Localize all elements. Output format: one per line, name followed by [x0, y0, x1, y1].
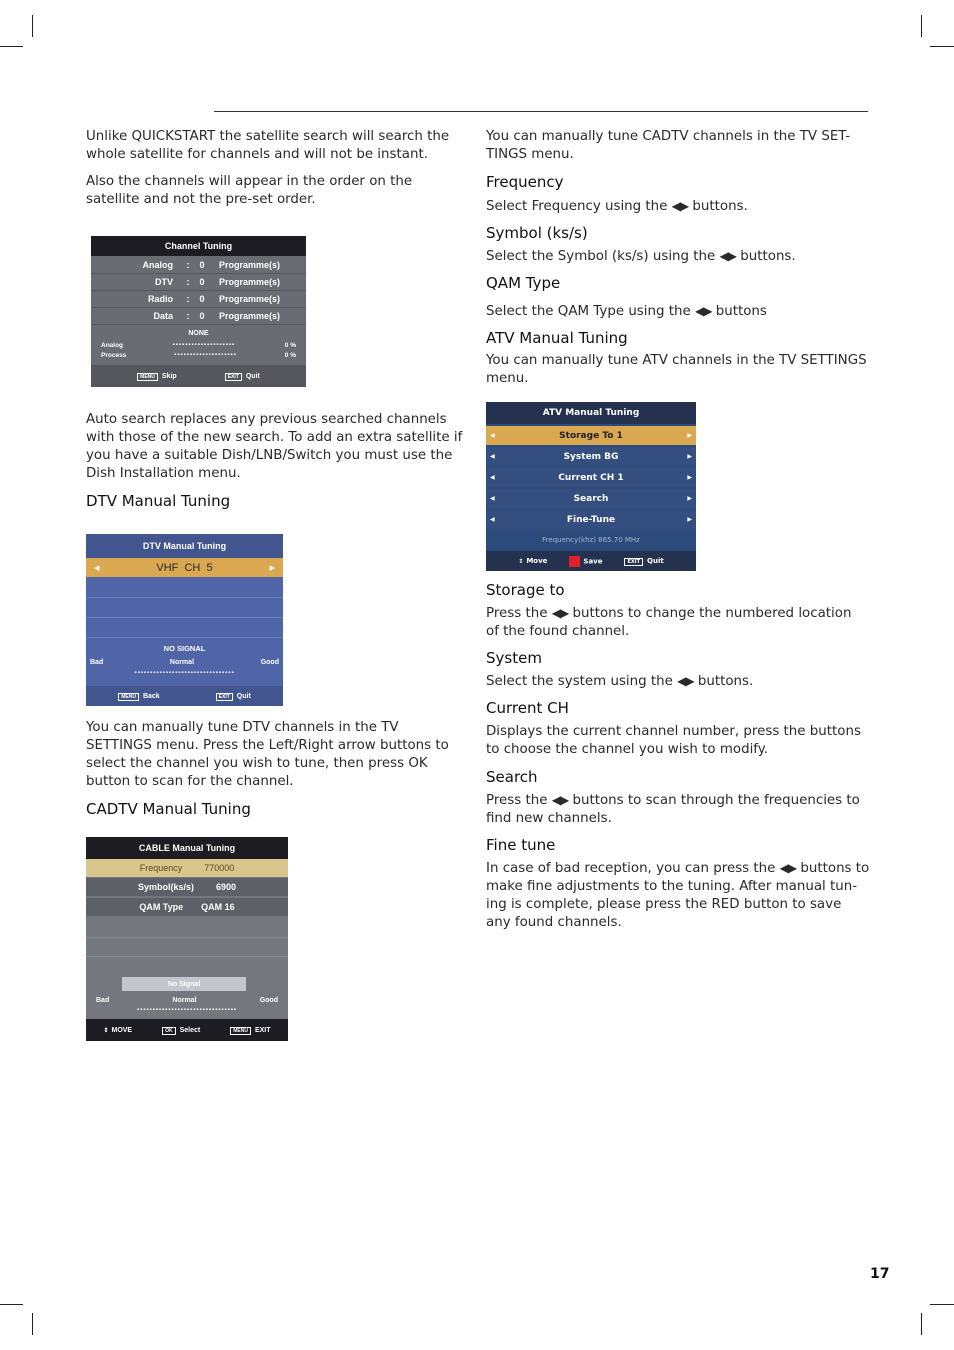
system-text: Select the system using the ◀▶ buttons. — [486, 674, 754, 689]
good-label: Good — [260, 658, 279, 666]
crop-mark — [32, 15, 33, 37]
analog-progress-bar: ▪▪▪▪▪▪▪▪▪▪▪▪▪▪▪▪▪▪▪▪ — [172, 342, 236, 348]
exit-key-icon: EXIT — [225, 373, 242, 381]
dtv-title: DTV Manual Tuning — [142, 541, 227, 551]
bad-label: Bad — [90, 658, 104, 666]
quit-hint — [624, 557, 663, 565]
crop-mark — [921, 1313, 922, 1335]
right-arrow-icon: ▶ — [269, 564, 275, 572]
atv-row-current-ch — [486, 468, 696, 487]
crop-mark — [0, 46, 23, 47]
bad-label: Bad — [96, 996, 110, 1004]
qam-value: QAM 16 — [201, 902, 235, 912]
quit-label: Quit — [245, 372, 260, 380]
signal-strength-bar: ▪▪▪▪▪▪▪▪▪▪▪▪▪▪▪▪▪▪▪▪▪▪▪▪▪▪▪▪▪▪▪▪ — [136, 1007, 238, 1013]
cable-signal-labels — [86, 995, 288, 1005]
channel-tuning-row — [91, 307, 306, 325]
dtv-manual-tuning-screenshot — [86, 534, 283, 706]
frequency-readout: Frequency(khz) 865.70 MHz — [542, 536, 640, 544]
storage-text: Press the ◀▶ buttons to change the numbered location of the found channel. — [486, 606, 852, 639]
channel-tuning-none — [91, 326, 306, 340]
normal-label: Normal — [169, 658, 195, 666]
row-unit: Programme(s) — [219, 310, 281, 321]
dtv-title-bar — [86, 534, 283, 558]
heading-system: System — [486, 649, 542, 667]
row-value: 0 — [199, 293, 205, 304]
search-value: Search — [573, 493, 609, 504]
heading-current-ch: Current CH — [486, 699, 569, 717]
left-arrow-icon: ◀ — [490, 516, 495, 523]
exit-key-icon: EXIT — [624, 558, 643, 566]
exit-key-icon: EXIT — [216, 693, 233, 701]
skip-label: Skip — [161, 372, 177, 380]
save-hint — [569, 556, 602, 567]
dtv-channel-value: VHF CH 5 — [156, 561, 213, 574]
right-arrow-icon: ▶ — [687, 453, 692, 460]
dtv-divider — [86, 597, 283, 598]
system-value: System BG — [563, 451, 619, 462]
header-rule — [214, 111, 868, 112]
fine-tune-text: In case of bad reception, you can press the ◀▶ buttons to make fine adjustments to the tuning. After manual tun-ing is complete, please press the RED button to save any found channels. — [486, 861, 870, 930]
atv-row-search — [486, 489, 696, 508]
storage-to-value: Storage To 1 — [559, 430, 623, 441]
frequency-label: Frequency — [139, 863, 183, 873]
dtv-no-signal — [86, 642, 283, 654]
left-arrow-icon: ◀ — [490, 453, 495, 460]
atv-manual-tuning-screenshot — [486, 402, 696, 571]
red-button-icon — [569, 556, 580, 567]
left-right-arrows-icon: ◀▶ — [695, 304, 712, 318]
atv-title-bar — [486, 402, 696, 424]
left-paragraph-3: Auto search replaces any previous searched channels with those of the new search. To add an extra satellite if you have a suitable Dish/LNB/Switch you must use the Dish Installation menu. — [86, 412, 463, 481]
exit-label: EXIT — [254, 1026, 271, 1034]
channel-tuning-row — [91, 290, 306, 308]
left-paragraph-2: Also the channels will appear in the order on the satellite and not the pre-set order. — [86, 174, 413, 207]
heading-symbol: Symbol (ks/s) — [486, 224, 588, 242]
analog-progress-label: Analog — [101, 341, 124, 349]
analog-progress-percent: 0 % — [284, 341, 296, 349]
quit-hint — [225, 373, 260, 380]
move-hint — [103, 1027, 132, 1034]
frequency-value: 770000 — [204, 863, 235, 873]
qam-text: Select the QAM Type using the ◀▶ buttons — [486, 304, 767, 319]
left-right-arrows-icon: ◀▶ — [779, 861, 797, 875]
menu-key-icon: MENU — [230, 1027, 251, 1035]
row-unit: Programme(s) — [219, 293, 281, 304]
process-progress-label: Process — [101, 351, 127, 359]
menu-key-icon: MENU — [118, 693, 139, 701]
symbol-label: Symbol(ks/s) — [137, 882, 194, 892]
heading-dtv-manual-tuning: DTV Manual Tuning — [86, 492, 231, 510]
row-unit: Programme(s) — [219, 276, 281, 287]
atv-row-storage — [486, 426, 696, 445]
menu-key-icon: MENU — [137, 373, 158, 381]
cable-row-qam — [86, 898, 288, 916]
left-arrow-icon: ◀ — [490, 495, 495, 502]
cable-manual-tuning-screenshot — [86, 837, 288, 1041]
crop-mark — [0, 1304, 23, 1305]
heading-storage-to: Storage to — [486, 581, 565, 599]
up-down-arrow-icon: ⇕ — [518, 558, 524, 565]
save-label: Save — [583, 557, 603, 565]
channel-tuning-title-bar — [91, 236, 306, 256]
quit-label: Quit — [647, 557, 664, 565]
channel-tuning-row — [91, 273, 306, 291]
cable-title: CABLE Manual Tuning — [138, 843, 236, 853]
row-unit: Programme(s) — [219, 259, 281, 270]
cable-divider — [86, 937, 288, 938]
back-label: Back — [142, 692, 160, 700]
channel-tuning-row — [91, 256, 306, 274]
row-label: Radio — [147, 293, 173, 304]
row-colon: : — [186, 310, 190, 321]
left-right-arrows-icon: ◀▶ — [671, 199, 689, 213]
qam-label: QAM Type — [139, 902, 184, 912]
select-label: Select — [179, 1026, 201, 1034]
heading-qam-type: QAM Type — [486, 274, 561, 292]
process-progress-percent: 0 % — [284, 351, 296, 359]
heading-cadtv-manual-tuning: CADTV Manual Tuning — [86, 800, 251, 818]
quit-label: Quit — [236, 692, 251, 700]
symbol-text: Select the Symbol (ks/s) using the ◀▶ buttons. — [486, 249, 796, 264]
move-label: MOVE — [111, 1026, 133, 1034]
good-label: Good — [259, 996, 278, 1004]
atv-title: ATV Manual Tuning — [542, 408, 640, 418]
right-arrow-icon: ▶ — [687, 495, 692, 502]
right-paragraph-1: You can manually tune CADTV channels in the TV SET-TINGS menu. — [486, 129, 851, 162]
channel-tuning-title: Channel Tuning — [164, 241, 233, 251]
atv-row-fine-tune — [486, 510, 696, 529]
row-value: 0 — [199, 259, 205, 270]
channel-tuning-footer — [91, 365, 306, 387]
quit-hint — [216, 693, 251, 700]
back-hint — [118, 693, 159, 700]
cable-row-frequency — [86, 859, 288, 877]
left-arrow-icon: ◀ — [490, 474, 495, 481]
select-hint — [162, 1027, 200, 1034]
row-colon: : — [186, 293, 190, 304]
move-label: Move — [526, 557, 548, 565]
current-ch-text: Displays the current channel number, press the buttons to choose the channel you wish to modify. — [486, 724, 861, 757]
heading-atv-manual-tuning: ATV Manual Tuning — [486, 329, 628, 347]
row-colon: : — [186, 276, 190, 287]
channel-tuning-screenshot — [91, 236, 306, 387]
page-number: 17 — [870, 1266, 890, 1282]
symbol-value: 6900 — [216, 882, 237, 892]
row-value: 0 — [199, 310, 205, 321]
ok-key-icon: OK — [162, 1027, 176, 1035]
move-hint — [518, 557, 547, 565]
current-ch-value: Current CH 1 — [558, 472, 624, 483]
process-progress-row — [91, 350, 306, 360]
right-arrow-icon: ▶ — [687, 432, 692, 439]
left-paragraph-1: Unlike QUICKSTART the satellite search will search the whole satellite for channels and will not be instant. — [86, 129, 450, 162]
none-label: NONE — [188, 329, 209, 337]
dtv-divider — [86, 617, 283, 618]
normal-label: Normal — [172, 996, 197, 1004]
atv-footer — [486, 551, 696, 571]
left-right-arrows-icon: ◀▶ — [719, 249, 736, 263]
dtv-signal-bar — [86, 668, 283, 678]
search-text: Press the ◀▶ buttons to scan through the frequencies to find new channels. — [486, 793, 860, 826]
process-progress-bar: ▪▪▪▪▪▪▪▪▪▪▪▪▪▪▪▪▪▪▪▪ — [174, 352, 237, 358]
left-right-arrows-icon: ◀▶ — [551, 606, 569, 620]
dtv-signal-labels — [86, 657, 283, 667]
signal-strength-bar: ▪▪▪▪▪▪▪▪▪▪▪▪▪▪▪▪▪▪▪▪▪▪▪▪▪▪▪▪▪▪▪▪ — [134, 670, 235, 676]
crop-mark — [32, 1313, 33, 1335]
heading-fine-tune: Fine tune — [486, 836, 556, 854]
cable-signal-bar — [86, 1005, 288, 1015]
row-label: Data — [153, 310, 173, 321]
heading-search: Search — [486, 768, 538, 786]
row-label: DTV — [155, 276, 173, 287]
left-right-arrows-icon: ◀▶ — [677, 674, 694, 688]
left-paragraph-4: You can manually tune DTV channels in the TV SETTINGS menu. Press the Left/Right arrow buttons to select the channel you wish to tune, then press OK button to scan for the channel. — [86, 720, 449, 789]
heading-frequency: Frequency — [486, 173, 564, 191]
atv-row-system — [486, 447, 696, 466]
no-signal-label: NO SIGNAL — [163, 643, 206, 653]
dtv-footer — [86, 686, 283, 706]
left-right-arrows-icon: ◀▶ — [551, 793, 569, 807]
right-arrow-icon: ▶ — [687, 474, 692, 481]
atv-frequency — [486, 533, 696, 547]
cable-no-signal — [122, 977, 246, 991]
cable-title-bar — [86, 837, 288, 859]
atv-text: You can manually tune ATV channels in the TV SETTINGS menu. — [486, 353, 867, 386]
row-label: Analog — [142, 259, 173, 270]
left-arrow-icon: ◀ — [490, 432, 495, 439]
analog-progress-row — [91, 340, 306, 350]
dtv-channel-row — [86, 558, 283, 577]
row-colon: : — [186, 259, 190, 270]
right-arrow-icon: ▶ — [687, 516, 692, 523]
crop-mark — [930, 1304, 954, 1305]
exit-hint — [230, 1027, 270, 1034]
crop-mark — [921, 15, 922, 37]
cable-row-symbol — [86, 878, 288, 896]
crop-mark — [930, 46, 954, 47]
frequency-text: Select Frequency using the ◀▶ buttons. — [486, 199, 748, 214]
cable-divider — [86, 956, 288, 957]
dtv-divider — [86, 637, 283, 638]
no-signal-label: No Signal — [167, 980, 201, 988]
fine-tune-value: Fine-Tune — [566, 514, 616, 525]
left-arrow-icon: ◀ — [94, 564, 100, 572]
row-value: 0 — [199, 276, 205, 287]
up-down-arrow-icon: ⇕ — [103, 1027, 109, 1034]
cable-footer — [86, 1019, 288, 1041]
skip-hint — [137, 373, 177, 380]
